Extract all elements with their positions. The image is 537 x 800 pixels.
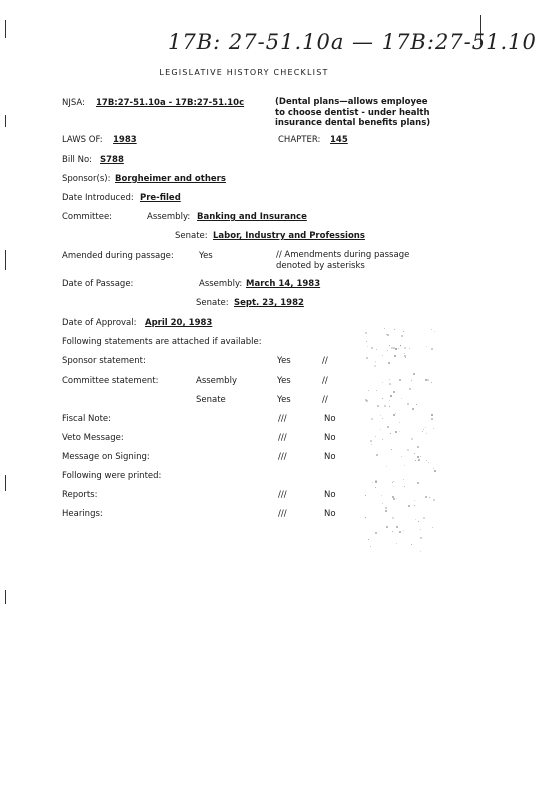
- noise-speck: [404, 355, 406, 357]
- noise-speck: [380, 415, 381, 416]
- committee-statement-assembly-label: Assembly: [196, 376, 237, 386]
- njsa-description: [275, 97, 430, 129]
- noise-speck: [389, 379, 390, 380]
- noise-speck: [403, 331, 404, 332]
- noise-speck: [400, 345, 401, 346]
- passage-assembly-label: Assembly:: [199, 279, 243, 289]
- noise-speck: [365, 332, 367, 334]
- noise-speck: [403, 479, 404, 480]
- passage-senate-label: Senate:: [196, 298, 229, 308]
- committee-statement-assembly-yes: Yes: [277, 376, 291, 386]
- noise-speck: [401, 456, 402, 457]
- noise-speck: [425, 427, 426, 428]
- njsa-label: NJSA:: [62, 98, 85, 108]
- sponsor-statement-no: //: [322, 356, 328, 366]
- noise-speck: [426, 433, 427, 434]
- noise-speck: [433, 499, 435, 501]
- noise-speck: [426, 460, 427, 461]
- noise-speck: [365, 517, 366, 518]
- committee-statement-senate-yes: Yes: [277, 395, 291, 405]
- page-title: LEGISLATIVE HISTORY CHECKLIST: [159, 68, 329, 77]
- noise-speck: [395, 413, 396, 414]
- noise-speck: [370, 440, 372, 442]
- scan-noise: [365, 328, 440, 558]
- reports-yes: ///: [278, 490, 287, 500]
- noise-speck: [413, 373, 415, 375]
- committee-senate-label: Senate:: [175, 231, 208, 241]
- chapter-value: 145: [330, 135, 348, 145]
- reports-no: No: [324, 490, 336, 500]
- noise-speck: [382, 382, 383, 383]
- noise-speck: [391, 449, 392, 450]
- fiscal-note-no: No: [324, 414, 336, 424]
- noise-speck: [393, 414, 395, 416]
- scan-edge-line: [5, 475, 6, 491]
- noise-speck: [404, 347, 406, 349]
- noise-speck: [433, 468, 434, 469]
- amended-label: Amended during passage:: [62, 251, 174, 261]
- noise-speck: [427, 379, 429, 381]
- noise-speck: [370, 546, 371, 547]
- noise-speck: [433, 428, 434, 429]
- noise-speck: [389, 400, 390, 401]
- printed-heading: Following were printed:: [62, 471, 162, 481]
- noise-speck: [371, 418, 373, 420]
- noise-speck: [396, 498, 397, 499]
- noise-speck: [388, 362, 390, 364]
- statements-heading: Following statements are attached if available:: [62, 337, 262, 347]
- scan-edge-line: [5, 115, 6, 127]
- noise-speck: [376, 349, 377, 350]
- noise-speck: [434, 331, 435, 332]
- date-introduced-value: Pre-filed: [140, 193, 181, 203]
- noise-speck: [404, 465, 405, 466]
- noise-speck: [425, 496, 427, 498]
- noise-speck: [399, 431, 400, 432]
- noise-speck: [375, 532, 377, 534]
- chapter-label: CHAPTER:: [278, 135, 321, 145]
- noise-speck: [399, 422, 400, 423]
- noise-speck: [375, 361, 376, 362]
- laws-of-value: 1983: [113, 135, 137, 145]
- noise-speck: [431, 382, 432, 383]
- noise-speck: [365, 399, 367, 401]
- noise-speck: [382, 355, 383, 356]
- noise-speck: [381, 495, 382, 496]
- noise-speck: [429, 497, 430, 498]
- noise-speck: [389, 383, 391, 385]
- sponsors-value: Borgheimer and others: [115, 174, 226, 184]
- bill-no-label: Bill No:: [62, 155, 93, 165]
- noise-speck: [423, 517, 425, 519]
- noise-speck: [386, 466, 387, 467]
- noise-speck: [415, 519, 416, 520]
- noise-speck: [382, 439, 383, 440]
- committee-statement-assembly-no: //: [322, 376, 328, 386]
- noise-speck: [387, 350, 388, 351]
- noise-speck: [414, 500, 415, 501]
- njsa-description-line: insurance dental benefits plans): [275, 118, 431, 128]
- date-introduced-label: Date Introduced:: [62, 193, 134, 203]
- noise-speck: [385, 507, 387, 509]
- noise-speck: [384, 405, 386, 407]
- noise-speck: [392, 496, 394, 498]
- noise-speck: [404, 353, 405, 354]
- noise-speck: [387, 426, 389, 428]
- noise-speck: [417, 482, 419, 484]
- noise-speck: [396, 526, 398, 528]
- amended-value: Yes: [199, 251, 213, 261]
- noise-speck: [432, 527, 433, 528]
- fiscal-note-yes: ///: [278, 414, 287, 424]
- noise-speck: [382, 418, 383, 419]
- noise-speck: [387, 334, 389, 336]
- noise-speck: [365, 495, 366, 496]
- noise-speck: [415, 460, 416, 461]
- noise-speck: [409, 388, 411, 390]
- committee-statement-senate-label: Senate: [196, 395, 226, 405]
- noise-speck: [375, 487, 376, 488]
- amended-note-line: denoted by asterisks: [276, 260, 365, 271]
- noise-speck: [411, 544, 412, 545]
- date-of-approval-value: April 20, 1983: [145, 318, 213, 328]
- noise-speck: [385, 510, 387, 512]
- noise-speck: [376, 454, 378, 456]
- committee-assembly-value: Banking and Insurance: [197, 212, 307, 222]
- noise-speck: [407, 403, 409, 405]
- noise-speck: [399, 379, 401, 381]
- passage-senate-value: Sept. 23, 1982: [234, 298, 304, 308]
- noise-speck: [403, 530, 404, 531]
- noise-speck: [418, 459, 420, 461]
- noise-speck: [366, 341, 367, 342]
- noise-speck: [374, 365, 376, 367]
- noise-speck: [408, 505, 410, 507]
- noise-speck: [395, 348, 397, 350]
- noise-speck: [371, 347, 373, 349]
- noise-speck: [414, 505, 415, 506]
- amended-note-line: // Amendments during passage: [276, 250, 410, 260]
- noise-speck: [416, 404, 417, 405]
- date-of-passage-label: Date of Passage:: [62, 279, 134, 289]
- noise-speck: [380, 429, 381, 430]
- scan-edge-line: [5, 250, 6, 270]
- noise-speck: [401, 398, 402, 399]
- message-on-signing-no: No: [324, 452, 336, 462]
- veto-message-no: No: [324, 433, 336, 443]
- hearings-label: Hearings:: [62, 509, 103, 519]
- njsa-description-line: (Dental plans—allows employee: [275, 97, 428, 107]
- noise-speck: [431, 348, 433, 350]
- noise-speck: [420, 456, 421, 457]
- noise-speck: [405, 357, 406, 358]
- noise-speck: [382, 503, 383, 504]
- reports-label: Reports:: [62, 490, 98, 500]
- noise-speck: [392, 482, 393, 483]
- njsa-description-line: to choose dentist - under health: [275, 107, 430, 118]
- noise-speck: [390, 433, 391, 434]
- noise-speck: [372, 482, 373, 483]
- handwritten-reference: 17B: 27-51.10a — 17B:27-51.10: [168, 30, 537, 54]
- noise-speck: [376, 390, 377, 391]
- noise-speck: [392, 517, 394, 519]
- noise-speck: [382, 398, 383, 399]
- noise-speck: [414, 453, 415, 454]
- noise-speck: [411, 380, 412, 381]
- fiscal-note-label: Fiscal Note:: [62, 414, 111, 424]
- noise-speck: [399, 531, 401, 533]
- sponsors-label: Sponsor(s):: [62, 174, 111, 184]
- noise-speck: [423, 429, 424, 430]
- committee-assembly-label: Assembly:: [147, 212, 191, 222]
- njsa-value: 17B:27-51.10a - 17B:27-51.10c: [96, 98, 245, 108]
- veto-message-yes: ///: [278, 433, 287, 443]
- noise-speck: [417, 456, 419, 458]
- amended-note: [276, 250, 409, 271]
- noise-speck: [417, 446, 419, 448]
- noise-speck: [401, 335, 403, 337]
- noise-speck: [394, 355, 396, 357]
- noise-speck: [422, 431, 423, 432]
- noise-speck: [398, 348, 399, 349]
- noise-speck: [409, 348, 410, 349]
- message-on-signing-yes: ///: [278, 452, 287, 462]
- noise-speck: [368, 539, 369, 540]
- noise-speck: [428, 462, 429, 463]
- noise-speck: [434, 470, 436, 472]
- noise-speck: [393, 498, 395, 500]
- committee-label: Committee:: [62, 212, 113, 222]
- noise-speck: [418, 521, 419, 522]
- noise-speck: [393, 347, 395, 349]
- noise-speck: [394, 329, 395, 330]
- noise-speck: [412, 408, 414, 410]
- noise-speck: [420, 551, 421, 552]
- noise-speck: [396, 543, 397, 544]
- noise-speck: [389, 406, 390, 407]
- scan-edge-line: [5, 590, 6, 604]
- noise-speck: [367, 346, 368, 347]
- date-of-approval-label: Date of Approval:: [62, 318, 137, 328]
- committee-statement-senate-no: //: [322, 395, 328, 405]
- noise-speck: [431, 418, 433, 420]
- noise-speck: [390, 395, 392, 397]
- noise-speck: [393, 391, 395, 393]
- noise-speck: [377, 405, 379, 407]
- noise-speck: [386, 526, 388, 528]
- noise-speck: [411, 438, 413, 440]
- laws-of-label: LAWS OF:: [62, 135, 103, 145]
- noise-speck: [393, 481, 394, 482]
- hearings-no: No: [324, 509, 336, 519]
- sponsor-statement-label: Sponsor statement:: [62, 356, 146, 366]
- noise-speck: [389, 345, 390, 346]
- bill-no-value: S788: [100, 155, 124, 165]
- passage-assembly-value: March 14, 1983: [246, 279, 321, 289]
- noise-speck: [371, 444, 372, 445]
- hearings-yes: ///: [278, 509, 287, 519]
- noise-speck: [384, 328, 385, 329]
- veto-message-label: Veto Message:: [62, 433, 124, 443]
- noise-speck: [366, 357, 368, 359]
- sponsor-statement-yes: Yes: [277, 356, 291, 366]
- noise-speck: [391, 347, 393, 349]
- noise-speck: [431, 329, 432, 330]
- noise-speck: [404, 486, 405, 487]
- message-on-signing-label: Message on Signing:: [62, 452, 150, 462]
- noise-speck: [426, 346, 427, 347]
- noise-speck: [407, 449, 409, 451]
- committee-senate-value: Labor, Industry and Professions: [213, 231, 365, 241]
- noise-speck: [395, 431, 397, 433]
- noise-speck: [431, 414, 433, 416]
- noise-speck: [375, 481, 377, 483]
- noise-speck: [420, 529, 421, 530]
- noise-speck: [368, 390, 369, 391]
- noise-speck: [375, 436, 376, 437]
- noise-speck: [420, 537, 422, 539]
- noise-speck: [392, 531, 393, 532]
- committee-statement-label: Committee statement:: [62, 376, 159, 386]
- scan-edge-line: [5, 20, 6, 38]
